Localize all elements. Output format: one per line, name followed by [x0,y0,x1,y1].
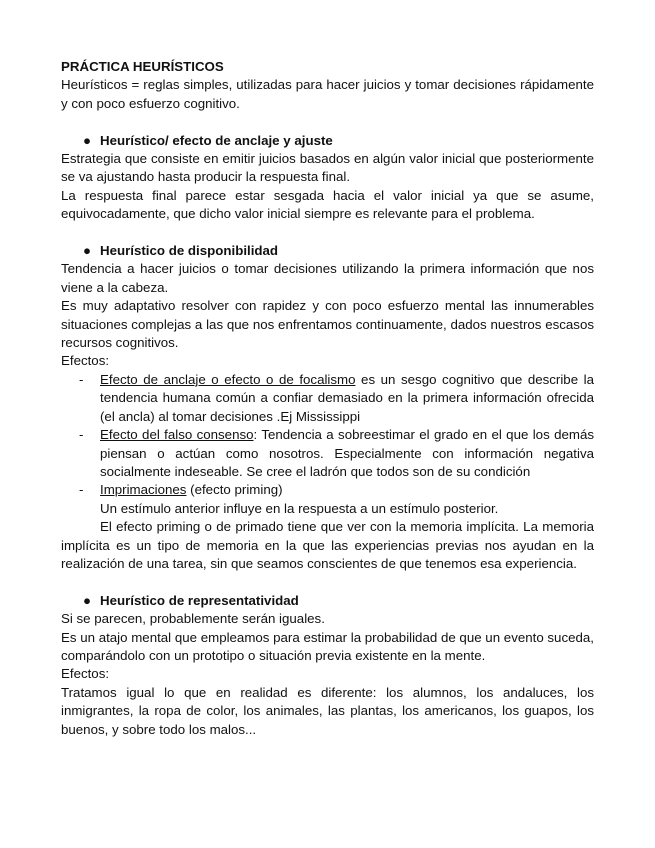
bullet-icon: ● [83,592,92,608]
representatividad-paragraph-2: Es un atajo mental que empleamos para estimar la probabilidad de que un evento suceda, comparándolo con un prototipo o situación previa existente en la mente. [61,629,594,663]
section-heading-representatividad [61,592,594,610]
section-heading-text: Heurístico de disponibilidad [100,243,279,259]
effect-term: Efecto del falso consenso [100,427,254,443]
list-item [61,371,594,426]
representatividad-paragraph-3: Tratamos igual lo que en realidad es diferente: los alumnos, los andaluces, los inmigrantes, la ropa de color, los animales, las plantas, los americanos, los guapos, los buenos, y sobre todo los malos... [61,684,594,737]
dash-marker: - [79,427,84,443]
section-heading-disponibilidad [61,242,594,260]
effect-term: Imprimaciones [100,482,187,498]
spacer [61,573,594,591]
effect-description: : Tendencia a sobreestimar el grado en el que los demás piensan o actúan como nosotros. Especialmente con información negativa socialmente indeseable. Se cree el ladrón que todos son de su condición [100,427,594,479]
representatividad-paragraph-1: Si se parecen, probablemente serán iguales. [61,611,325,627]
dash-marker: - [79,371,84,387]
disponibilidad-paragraph-1: Tendencia a hacer juicios o tomar decisiones utilizando la primera información que nos viene a la cabeza. [61,261,594,295]
effect-description: (efecto priming) [186,482,283,498]
intro-paragraph: Heurísticos = reglas simples, utilizadas para hacer juicios y tomar decisiones rápidamente y con poco esfuerzo cognitivo. [61,77,594,111]
document-page [61,58,594,739]
spacer [61,113,594,131]
section-heading-text: Heurístico de representatividad [100,592,299,608]
anclaje-paragraph-2: La respuesta final parece estar sesgada hacia el valor inicial ya que se asume, equivocadamente, que dicho valor inicial siempre es relevante para el problema. [61,187,594,222]
priming-line: Un estímulo anterior influye en la respuesta a un estímulo posterior. [100,500,499,516]
effect-description: es un sesgo cognitivo que describe la tendencia humana común a confiar demasiado en la primera información ofrecida (el ancla) al tomar decisiones .Ej Mississippi [100,371,594,424]
dash-marker: - [79,482,84,498]
section-heading-text: Heurístico/ efecto de anclaje y ajuste [100,132,333,148]
spacer [61,224,594,242]
effects-label: Efectos: [61,353,110,369]
bullet-icon: ● [83,243,92,259]
list-item [61,481,594,499]
anclaje-paragraph-1: Estrategia que consiste en emitir juicios basados en algún valor inicial que posteriormente se va ajustando hasta producir la respuesta final. [61,151,594,185]
effects-label: Efectos: [61,666,110,682]
effect-term: Efecto de anclaje o efecto o de focalismo [100,371,356,387]
disponibilidad-paragraph-2: Es muy adaptativo resolver con rapidez y con poco esfuerzo mental las innumerables situaciones complejas a las que nos enfrentamos continuamente, dados nuestros escasos recursos cognitivos. [61,298,594,351]
bullet-icon: ● [83,132,92,148]
page-title: PRÁCTICA HEURÍSTICOS [61,59,224,74]
priming-paragraph: El efecto priming o de primado tiene que ver con la memoria implícita. La memoria implícita es un tipo de memoria en la que las experiencias previas nos ayudan en la realización de una tarea, sin que seamos conscientes de que tenemos esa experiencia. [61,519,594,571]
section-heading-anclaje [61,132,594,150]
list-item [61,426,594,481]
